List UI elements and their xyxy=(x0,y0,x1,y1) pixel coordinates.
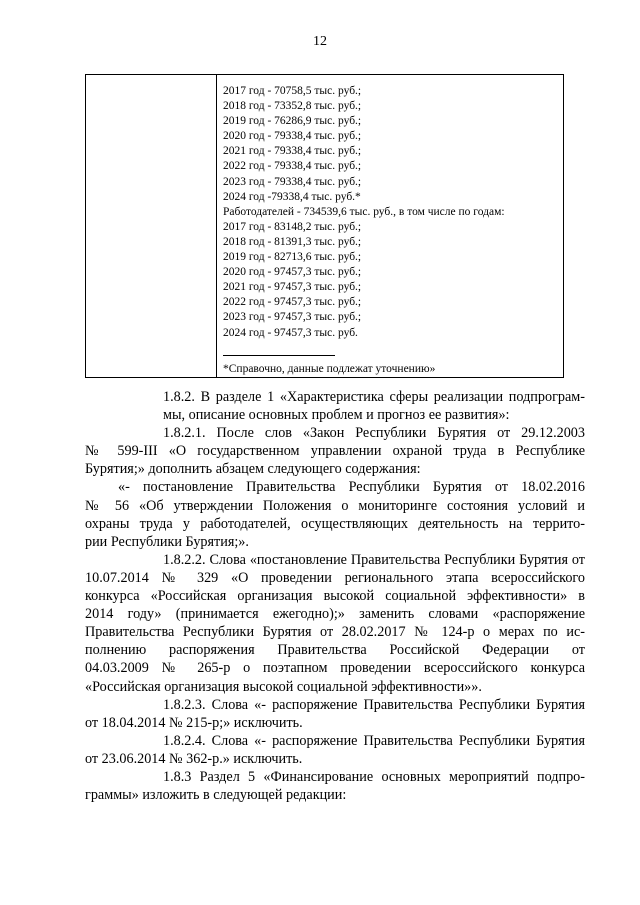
paragraph-1-8-2-1 xyxy=(85,424,585,478)
text-line: охраны труда у работодателей, осуществляющих деятельность на террито- xyxy=(85,515,585,532)
table-cell-funding xyxy=(217,75,564,378)
text-line: «- постановление Правительства Республики Бурятия от 18.02.2016 xyxy=(118,479,585,496)
text-line: «Российская организация высокой социальной эффективности»». xyxy=(85,678,482,695)
text-line: 1.8.2.1. После слов «Закон Республики Бурятия от 29.12.2003 xyxy=(163,425,585,442)
text-line: 1.8.3 Раздел 5 «Финансирование основных мероприятий подпро- xyxy=(163,768,585,785)
text-line: 10.07.2014 № 329 «О проведении регионального этапа всероссийского xyxy=(85,569,585,586)
funding-line-2018-b: 2018 год - 81391,3 тыс. руб.; xyxy=(223,235,362,248)
text-line: 1.8.2.4. Слова «- распоряжение Правительства Республики Бурятия xyxy=(163,732,585,749)
funding-line-2023-a: 2023 год - 79338,4 тыс. руб.; xyxy=(223,175,362,188)
funding-line-2020-a: 2020 год - 79338,4 тыс. руб.; xyxy=(223,130,362,143)
paragraph-1-8-2 xyxy=(85,388,585,424)
funding-line-2019-a: 2019 год - 76286,9 тыс. руб.; xyxy=(223,115,362,128)
funding-lines xyxy=(223,84,563,341)
funding-line-2024-b: 2024 год - 97457,3 тыс. руб. xyxy=(223,326,358,339)
funding-line-2023-b: 2023 год - 97457,3 тыс. руб.; xyxy=(223,311,362,324)
paragraph-1-8-3 xyxy=(85,768,585,804)
text-line: 04.03.2009 № 265-р о поэтапном проведении всероссийского конкурса xyxy=(85,660,585,677)
funding-table xyxy=(85,74,564,378)
footnote: *Справочно, данные подлежат уточнению» xyxy=(223,362,436,375)
text-line: 2014 году» (принимается ежегодно);» заменить словами «распоряжение xyxy=(85,606,585,623)
text-line: от 23.06.2014 № 362-р.» исключить. xyxy=(85,750,303,767)
table-cell-empty xyxy=(86,75,217,378)
table-row xyxy=(86,75,564,378)
text-line: 1.8.2.3. Слова «- распоряжение Правительства Республики Бурятия xyxy=(163,696,585,713)
funding-line-2022-b: 2022 год - 97457,3 тыс. руб.; xyxy=(223,296,362,309)
page-number: 12 xyxy=(313,34,327,49)
paragraph-1-8-2-3 xyxy=(85,696,585,732)
text-line: от 18.04.2014 № 215-р;» исключить. xyxy=(85,714,303,731)
paragraph-1-8-2-2 xyxy=(85,551,585,696)
text-line: № 599-III «О государственном управлении охраной труда в Республике xyxy=(85,443,585,460)
footnote-divider xyxy=(223,355,335,356)
paragraph-1-8-2-4 xyxy=(85,732,585,768)
text-line: 1.8.2. В разделе 1 «Характеристика сферы реализации подпрограм- xyxy=(163,389,585,405)
text-line: мы, описание основных проблем и прогноз ее развития»: xyxy=(163,407,510,424)
funding-line-2020-b: 2020 год - 97457,3 тыс. руб.; xyxy=(223,266,362,279)
funding-line-2019-b: 2019 год - 82713,6 тыс. руб.; xyxy=(223,251,362,264)
text-line: Правительства Республики Бурятия от 28.02.2017 № 124-р о мерах по ис- xyxy=(85,624,585,641)
text-line: граммы» изложить в следующей редакции: xyxy=(85,787,347,804)
funding-line-2017-b: 2017 год - 83148,2 тыс. руб.; xyxy=(223,220,362,233)
funding-line-2021-a: 2021 год - 79338,4 тыс. руб.; xyxy=(223,145,362,158)
funding-line-employers-total: Работодателей - 734539,6 тыс. руб., в том числе по годам: xyxy=(223,205,505,218)
funding-line-2017-a: 2017 год - 70758,5 тыс. руб.; xyxy=(223,85,362,97)
text-line: конкурса «Российская организация высокой социальной эффективности» в xyxy=(85,588,585,605)
funding-line-2024-a: 2024 год -79338,4 тыс. руб.* xyxy=(223,190,361,203)
text-line: рии Республики Бурятия;». xyxy=(85,533,249,550)
funding-line-2018-a: 2018 год - 73352,8 тыс. руб.; xyxy=(223,100,362,113)
text-line: Бурятия;» дополнить абзацем следующего содержания: xyxy=(85,461,421,478)
text-line: № 56 «Об утверждении Положения о мониторинге состояния условий и xyxy=(85,497,585,514)
document-body xyxy=(85,388,585,804)
text-line: 1.8.2.2. Слова «постановление Правительства Республики Бурятия от xyxy=(163,551,585,568)
funding-line-2021-b: 2021 год - 97457,3 тыс. руб.; xyxy=(223,281,362,294)
text-line: полнению распоряжения Правительства Российской Федерации от xyxy=(85,642,585,659)
paragraph-quote-resolution xyxy=(85,478,585,550)
funding-line-2022-a: 2022 год - 79338,4 тыс. руб.; xyxy=(223,160,362,173)
